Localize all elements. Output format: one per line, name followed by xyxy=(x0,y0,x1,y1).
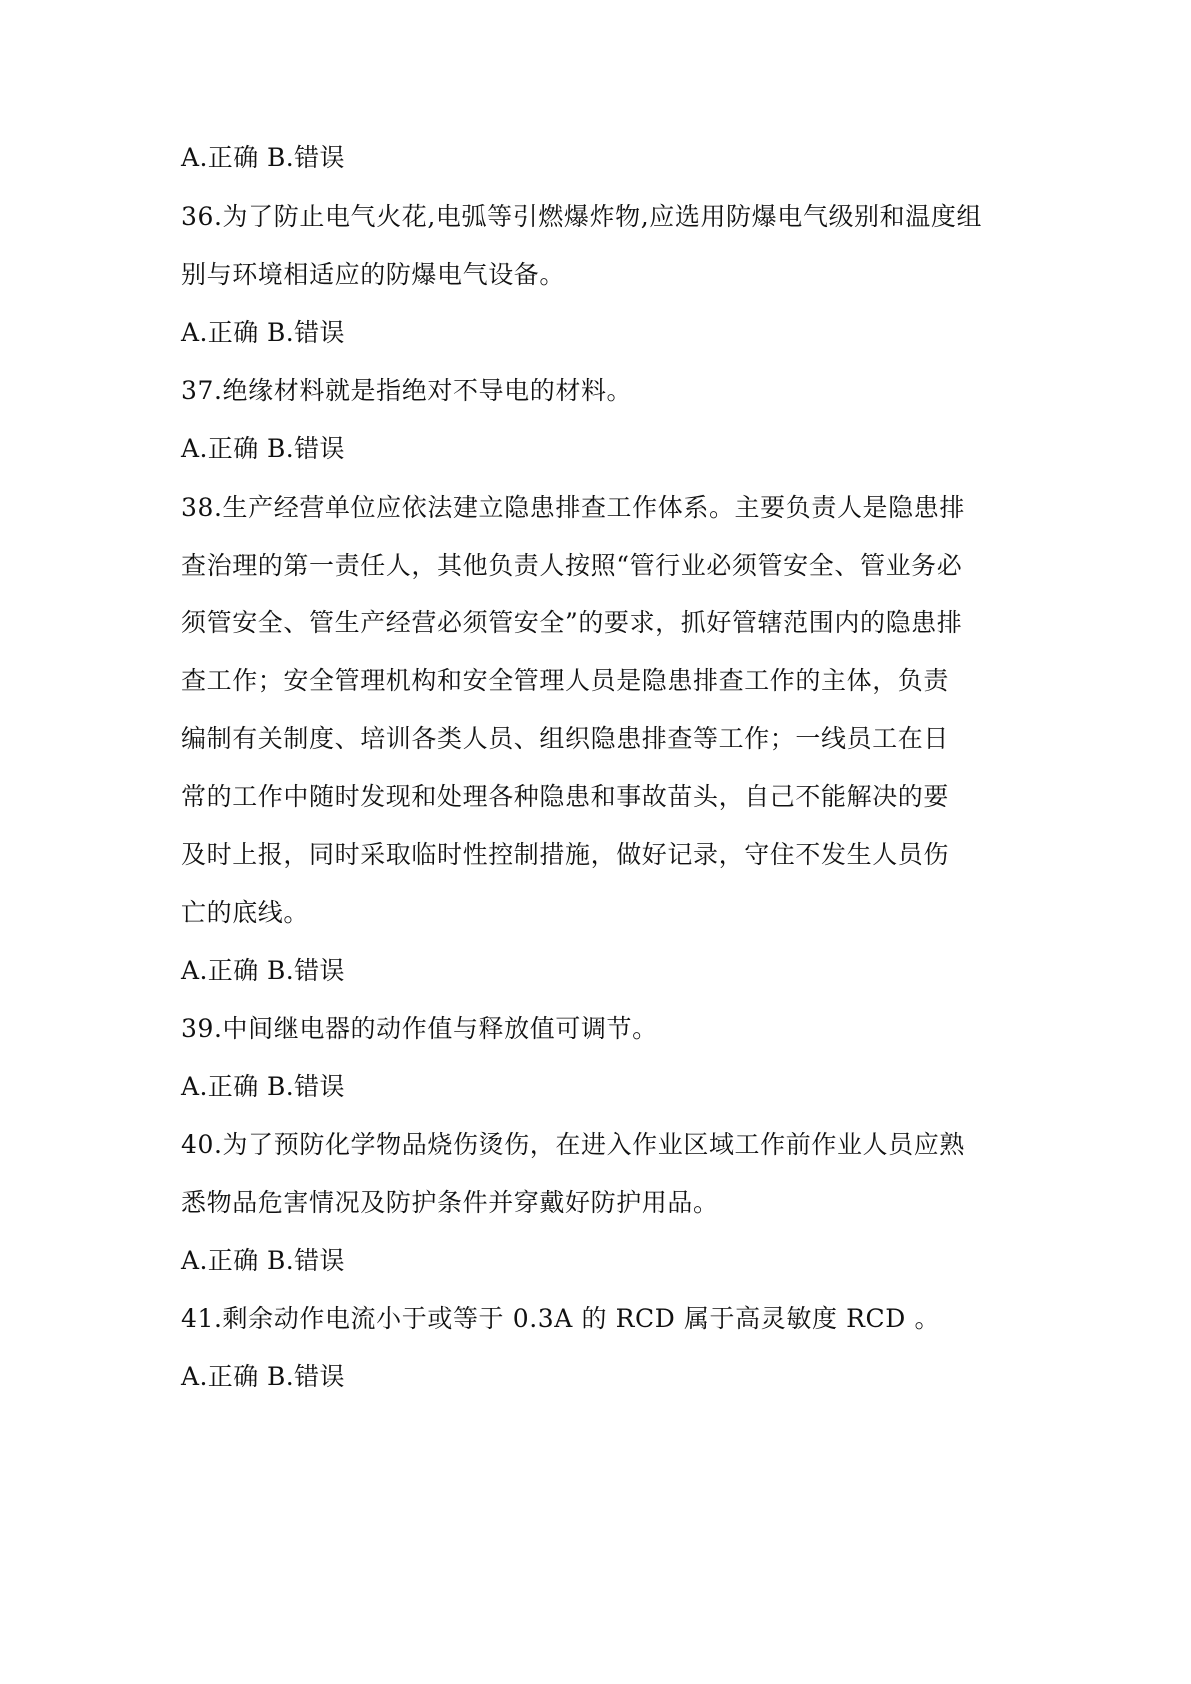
answer-options: A.正确 B.错误 xyxy=(181,956,345,985)
question-36-line-1: 36.为了防止电气火花,电弧等引燃爆炸物,应选用防爆电气级别和温度组 xyxy=(181,202,983,231)
question-38-line-8: 亡的底线。 xyxy=(181,898,310,927)
question-39-line-1: 39.中间继电器的动作值与释放值可调节。 xyxy=(181,1014,658,1043)
answer-options: A.正确 B.错误 xyxy=(181,143,345,172)
question-36-line-2: 别与环境相适应的防爆电气设备。 xyxy=(181,260,566,289)
answer-options: A.正确 B.错误 xyxy=(181,1072,345,1101)
answer-options: A.正确 B.错误 xyxy=(181,434,345,463)
question-40-line-2: 悉物品危害情况及防护条件并穿戴好防护用品。 xyxy=(181,1188,719,1217)
answer-options: A.正确 B.错误 xyxy=(181,318,345,347)
answer-options: A.正确 B.错误 xyxy=(181,1246,345,1275)
question-38-line-3: 须管安全、管生产经营必须管安全”的要求，抓好管辖范围内的隐患排 xyxy=(181,608,963,637)
answer-options: A.正确 B.错误 xyxy=(181,1362,345,1391)
question-38-line-6: 常的工作中随时发现和处理各种隐患和事故苗头，自己不能解决的要 xyxy=(181,782,950,811)
question-41-line-1: 41.剩余动作电流小于或等于 0.3A 的 RCD 属于高灵敏度 RCD 。 xyxy=(181,1304,941,1333)
question-38-line-7: 及时上报，同时采取临时性控制措施，做好记录，守住不发生人员伤 xyxy=(181,840,950,869)
question-40-line-1: 40.为了预防化学物品烧伤烫伤，在进入作业区域工作前作业人员应熟 xyxy=(181,1130,965,1159)
question-38-line-5: 编制有关制度、培训各类人员、组织隐患排查等工作；一线员工在日 xyxy=(181,724,950,753)
question-38-line-4: 查工作；安全管理机构和安全管理人员是隐患排查工作的主体，负责 xyxy=(181,666,950,695)
question-38-line-1: 38.生产经营单位应依法建立隐患排查工作体系。主要负责人是隐患排 xyxy=(181,493,965,522)
question-38-line-2: 查治理的第一责任人，其他负责人按照“管行业必须管安全、管业务必 xyxy=(181,551,963,580)
question-37-line-1: 37.绝缘材料就是指绝对不导电的材料。 xyxy=(181,376,633,405)
